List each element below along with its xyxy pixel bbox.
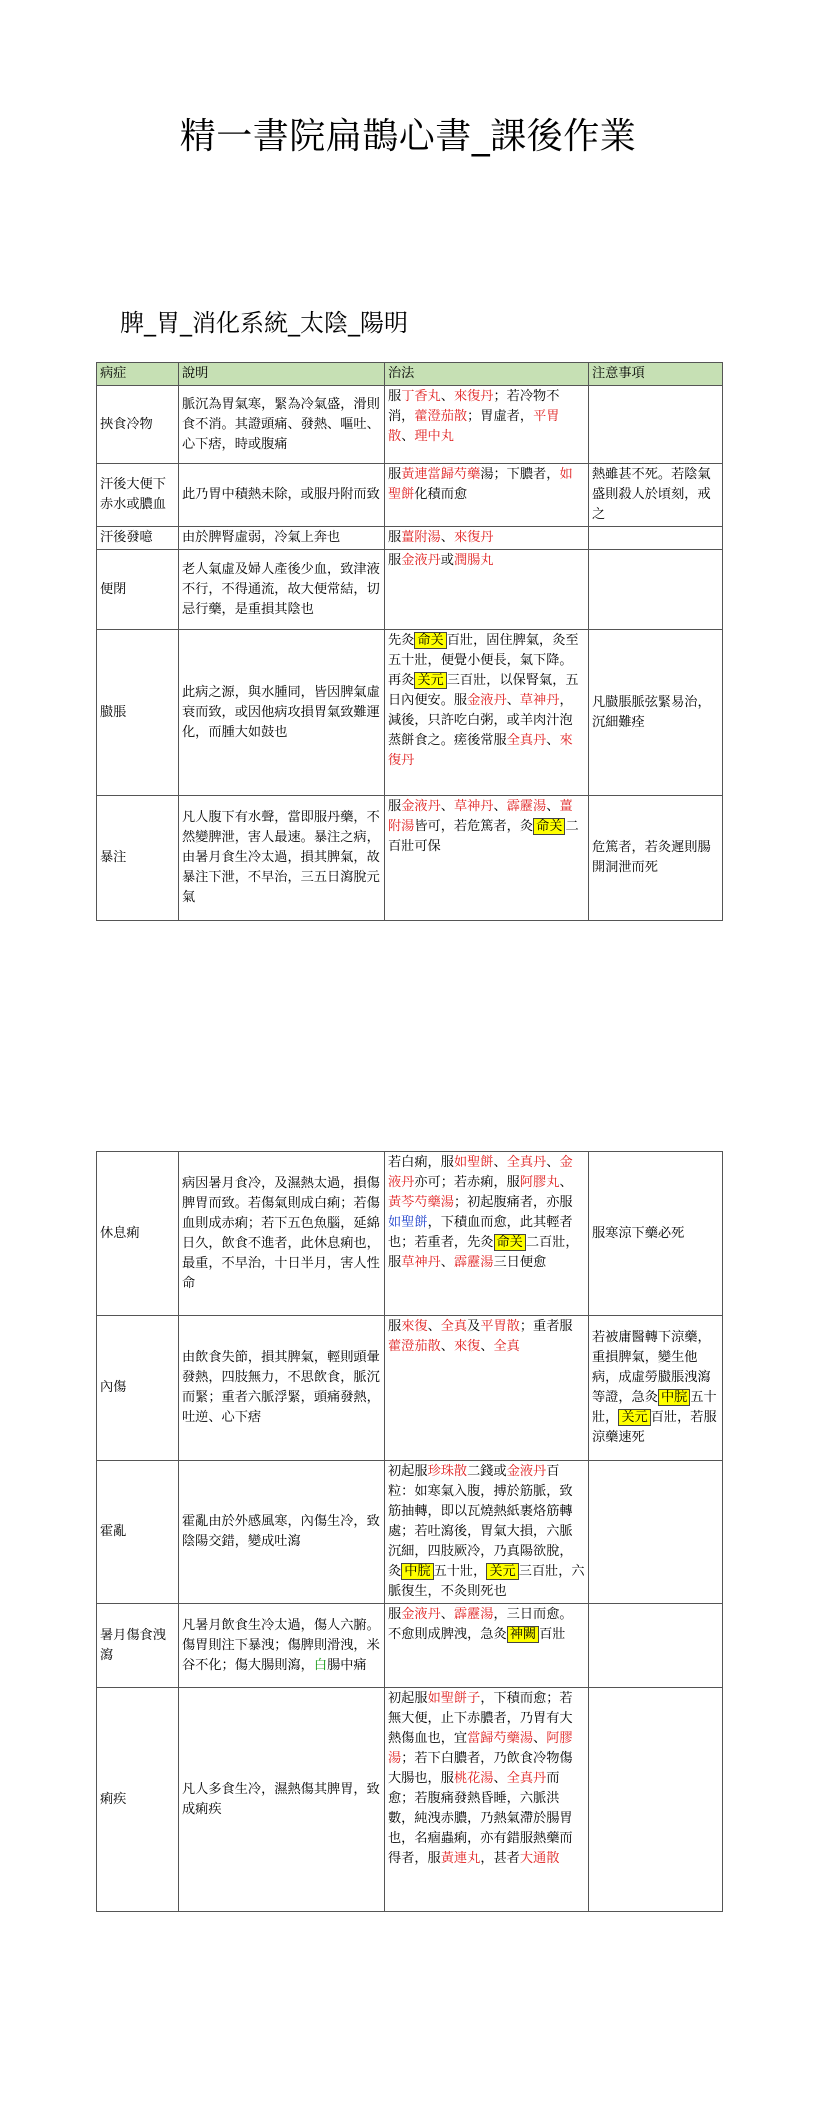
treatment-text: ；若下白膿者，乃飲食冷物傷大腸也，服 <box>388 1751 573 1786</box>
treatment-text: 初起服 <box>388 1464 428 1479</box>
treatment-text: 皆可，若危篤者，灸 <box>414 819 534 834</box>
treatment-text: ，減後，只許吃白粥，或羊肉汁泡蒸餅食之。瘥後常服 <box>388 693 573 748</box>
remedy-name: 藿澄茄散 <box>388 1339 441 1354</box>
treatment-text: ，三日而愈。不愈則成脾洩，急灸 <box>388 1607 573 1642</box>
remedy-name: 全真丹 <box>506 1771 547 1786</box>
treatment-text: 百粒：如寒氣入腹，搏於筋脈，致筋抽轉，即以瓦燒熱紙裹烙筋轉處；若吐瀉後，胃氣大損，六脈沉細，四肢厥冷，乃真陽欲脫，灸 <box>388 1464 573 1579</box>
notes-cell: 凡臌脹脈弦緊易治，沉細難痊 <box>589 630 723 796</box>
remedy-name: 來復 <box>453 1339 481 1354</box>
treatment-text: 服 <box>388 1607 402 1622</box>
treatment-cell <box>385 1316 589 1461</box>
treatment-text: 三百壯，以保腎氣，五日內便安。服 <box>388 673 579 708</box>
treatment-text: 、 <box>440 1339 454 1354</box>
remedy-name: 霹靂湯 <box>453 1255 494 1270</box>
treatment-text: 先灸 <box>388 633 415 648</box>
table-row <box>97 1604 723 1688</box>
treatment-text: 亦可；若赤痢，服 <box>414 1175 520 1190</box>
disease-name: 內傷 <box>97 1316 179 1461</box>
description-cell: 病因暑月食冷，及濕熱太過，損傷脾胃而致。若傷氣則成白痢；若傷血則成赤痢；若下五色魚腦，延綿日久，飲食不進者，此休息痢也，最重，不早治，十日半月，害人性命 <box>179 1152 385 1316</box>
remedy-name: 當歸芍藥湯 <box>467 1731 534 1746</box>
remedy-name: 阿膠湯 <box>388 1731 573 1766</box>
remedy-name: 全真丹 <box>506 1155 547 1170</box>
treatment-text: ，甚者 <box>480 1851 520 1866</box>
remedy-table-part-1 <box>96 362 723 921</box>
disease-name: 霍亂 <box>97 1461 179 1604</box>
disease-name: 暴注 <box>97 796 179 921</box>
table-row <box>97 1688 723 1912</box>
remedy-name: 大通散 <box>519 1851 560 1866</box>
table-header-row <box>97 363 723 386</box>
treatment-cell <box>385 630 589 796</box>
treatment-text: ；胃虛者， <box>467 409 534 424</box>
notes-text: 若被庸醫轉下涼藥，重損脾氣，變生他病，成虛勞臌脹洩瀉等證，急灸 <box>592 1330 711 1405</box>
remedy-name: 霹靂湯 <box>506 799 547 814</box>
disease-name: 痢疾 <box>97 1688 179 1912</box>
treatment-cell <box>385 1688 589 1912</box>
header-disease: 病症 <box>97 363 179 386</box>
treatment-text: 、 <box>506 693 520 708</box>
remedy-name: 全真 <box>440 1319 468 1334</box>
treatment-text: 、 <box>546 733 560 748</box>
notes-cell <box>589 386 723 464</box>
treatment-text: ，下積而愈；若無大便，止下赤膿者，乃胃有大熱傷血也，宜 <box>388 1691 573 1746</box>
disease-name: 挾食冷物 <box>97 386 179 464</box>
remedy-name: 來復 <box>401 1319 428 1334</box>
remedy-name: 金液丹 <box>401 799 441 814</box>
treatment-text: 、 <box>440 1255 454 1270</box>
remedy-name: 薑附湯 <box>401 530 441 545</box>
remedy-table-part-2 <box>96 1151 723 1912</box>
treatment-text: 三日便愈 <box>493 1255 547 1270</box>
treatment-text: 百壯 <box>539 1627 566 1642</box>
remedy-name: 藿澄茄散 <box>414 409 468 424</box>
description-cell: 此乃胃中積熱未除，或服丹附而致 <box>179 464 385 527</box>
table-row <box>97 796 723 921</box>
acupoint-highlight: 命关 <box>414 632 446 649</box>
description-cell: 霍亂由於外感風寒，內傷生冷，致陰陽交錯，變成吐瀉 <box>179 1461 385 1604</box>
treatment-cell <box>385 527 589 550</box>
treatment-text: 、 <box>401 429 415 444</box>
remedy-name: 霹靂湯 <box>453 1607 494 1622</box>
table-row <box>97 1461 723 1604</box>
remedy-name: 如聖餅 <box>388 1215 428 1230</box>
remedy-name: 來復丹 <box>388 733 573 768</box>
notes-cell: 危篤者，若灸遲則腸開洞泄而死 <box>589 796 723 921</box>
table-row <box>97 630 723 796</box>
notes-cell <box>589 1604 723 1688</box>
treatment-text: 二錢或 <box>467 1464 507 1479</box>
treatment-cell <box>385 464 589 527</box>
remedy-name: 來復丹 <box>453 530 494 545</box>
remedy-name: 丁香丸 <box>401 389 441 404</box>
notes-cell <box>589 1461 723 1604</box>
notes-cell <box>589 550 723 630</box>
treatment-text: ，下積血而愈，此其輕者也；若重者，先灸 <box>388 1215 573 1250</box>
acupoint-highlight: 中脘 <box>401 1563 433 1580</box>
disease-name: 汗後發噫 <box>97 527 179 550</box>
treatment-text: 服 <box>388 530 402 545</box>
remedy-name: 草神丹 <box>453 799 494 814</box>
remedy-name: 草神丹 <box>519 693 560 708</box>
notes-cell <box>589 1316 723 1461</box>
table-row <box>97 550 723 630</box>
remedy-name: 金液丹 <box>467 693 507 708</box>
description-cell <box>179 1604 385 1688</box>
treatment-text: 、 <box>546 1155 560 1170</box>
remedy-name: 如聖餅 <box>453 1155 494 1170</box>
remedy-name: 平胃散 <box>480 1319 520 1334</box>
treatment-cell <box>385 1461 589 1604</box>
description-cell: 凡人腹下有水聲，當即服丹藥，不然變脾泄，害人最速。暴注之病，由暑月食生冷太過，損其脾氣，故暴注下泄，不早治，三五日瀉脫元氣 <box>179 796 385 921</box>
treatment-text: 、 <box>493 1771 507 1786</box>
acupoint-highlight: 关元 <box>486 1563 518 1580</box>
treatment-text: 、 <box>559 1175 573 1190</box>
disease-name: 暑月傷食洩瀉 <box>97 1604 179 1688</box>
treatment-text: 二百壯，服 <box>388 1235 579 1270</box>
remedy-name: 金液丹 <box>506 1464 547 1479</box>
treatment-text: ；初起腹痛者，亦服 <box>453 1195 573 1210</box>
treatment-text: 、 <box>480 1339 494 1354</box>
remedy-name: 金液丹 <box>401 553 441 568</box>
description-text: 腸中痛 <box>327 1657 367 1673</box>
treatment-text: 初起服 <box>388 1691 428 1706</box>
treatment-text: 三百壯，六脈復生，不灸則死也 <box>388 1564 585 1599</box>
treatment-text: 二百壯可保 <box>388 819 579 854</box>
treatment-text: 服 <box>388 1319 402 1334</box>
treatment-text: 及 <box>467 1319 481 1334</box>
table-row <box>97 464 723 527</box>
disease-name: 臌脹 <box>97 630 179 796</box>
treatment-text: 若白痢，服 <box>388 1155 454 1170</box>
table-row <box>97 386 723 464</box>
treatment-cell <box>385 1152 589 1316</box>
treatment-text: 服 <box>388 799 402 814</box>
remedy-name: 珍珠散 <box>427 1464 468 1479</box>
treatment-text: 服 <box>388 553 402 568</box>
treatment-text: ；重者服 <box>519 1319 573 1334</box>
treatment-cell <box>385 796 589 921</box>
description-cell: 由於脾腎虛弱，冷氣上奔也 <box>179 527 385 550</box>
remedy-name: 理中丸 <box>414 429 454 444</box>
acupoint-highlight: 关元 <box>618 1409 650 1426</box>
notes-cell <box>589 527 723 550</box>
remedy-name: 白 <box>313 1657 328 1673</box>
acupoint-highlight: 命关 <box>533 818 565 835</box>
treatment-text: 化積而愈 <box>414 487 468 502</box>
treatment-text: 、 <box>440 530 454 545</box>
treatment-cell <box>385 386 589 464</box>
treatment-text: 、 <box>493 799 507 814</box>
treatment-text: 湯；下膿者， <box>480 467 560 482</box>
remedy-name: 平胃散 <box>388 409 560 444</box>
description-cell: 老人氣虛及婦人產後少血，致津液不行，不得通流，故大便常結，切忌行藥，是重損其陰也 <box>179 550 385 630</box>
notes-cell <box>589 1688 723 1912</box>
description-cell: 由飲食失節，損其脾氣，輕則頭暈發熱，四肢無力，不思飲食，脈沉而緊；重者六脈浮緊，頭痛發熱，吐逆、心下痞 <box>179 1316 385 1461</box>
treatment-text: 百壯，固住脾氣，灸至五十壯，便覺小便長，氣下降。再灸 <box>388 633 579 688</box>
table-row <box>97 527 723 550</box>
remedy-name: 黃連當歸芍藥 <box>401 467 481 482</box>
remedy-name: 黃芩芍藥湯 <box>388 1195 454 1210</box>
treatment-text: 或 <box>440 553 454 568</box>
remedy-name: 金液丹 <box>388 1155 573 1190</box>
treatment-text: 、 <box>427 1319 441 1334</box>
remedy-name: 草神丹 <box>401 1255 441 1270</box>
treatment-cell <box>385 1604 589 1688</box>
acupoint-highlight: 命关 <box>494 1234 526 1251</box>
remedy-name: 如聖餅子 <box>427 1691 481 1706</box>
remedy-name: 如聖餅 <box>388 467 573 502</box>
section-subtitle: 脾_胃_消化系統_太陰_陽明 <box>120 309 408 337</box>
treatment-text: 服 <box>388 389 402 404</box>
remedy-name: 全真 <box>493 1339 520 1354</box>
disease-name: 汗後大便下赤水或膿血 <box>97 464 179 527</box>
treatment-text: 、 <box>533 1731 547 1746</box>
notes-cell: 服寒涼下藥必死 <box>589 1152 723 1316</box>
acupoint-highlight: 关元 <box>414 672 446 689</box>
header-notes: 注意事項 <box>589 363 723 386</box>
table-row <box>97 1316 723 1461</box>
treatment-text: 、 <box>493 1155 507 1170</box>
remedy-name: 阿膠丸 <box>519 1175 560 1190</box>
remedy-name: 潤腸丸 <box>453 553 494 568</box>
description-cell: 凡人多食生冷，濕熱傷其脾胃，致成痢疾 <box>179 1688 385 1912</box>
acupoint-highlight: 神闕 <box>507 1626 539 1643</box>
notes-text: 百壯，若服涼藥速死 <box>592 1410 717 1445</box>
description-cell: 脈沉為胃氣寒，緊為冷氣盛，滑則食不消。其證頭痛、發熱、嘔吐、心下痞，時或腹痛 <box>179 386 385 464</box>
treatment-text: 、 <box>440 1607 454 1622</box>
disease-name: 便閉 <box>97 550 179 630</box>
remedy-name: 全真丹 <box>506 733 547 748</box>
header-treatment: 治法 <box>385 363 589 386</box>
remedy-name: 黃連丸 <box>440 1851 481 1866</box>
remedy-name: 桃花湯 <box>453 1771 494 1786</box>
treatment-text: 、 <box>546 799 560 814</box>
disease-name: 休息痢 <box>97 1152 179 1316</box>
remedy-name: 薑附湯 <box>388 799 573 834</box>
notes-cell: 熱雖甚不死。若陰氣盛則殺人於頃刻，戒之 <box>589 464 723 527</box>
remedy-name: 金液丹 <box>401 1607 441 1622</box>
treatment-cell <box>385 550 589 630</box>
header-description: 說明 <box>179 363 385 386</box>
treatment-text: 、 <box>440 799 454 814</box>
treatment-text: 、 <box>440 389 454 404</box>
treatment-text: 而愈；若腹痛發熱昏睡，六脈洪數，純洩赤膿，乃熱氣滯於腸胃也，名痼蟲痢，亦有錯服熱藥而得者，服 <box>388 1771 573 1866</box>
remedy-name: 來復丹 <box>453 389 494 404</box>
notes-text: 五十壯， <box>592 1390 717 1425</box>
acupoint-highlight: 中脘 <box>658 1389 690 1406</box>
table-row <box>97 1152 723 1316</box>
treatment-text: 服 <box>388 467 402 482</box>
treatment-text: ；若冷物不消， <box>388 389 560 424</box>
page-title: 精一書院扁鵲心書_課後作業 <box>179 116 637 157</box>
treatment-text: 五十壯， <box>433 1564 487 1579</box>
description-cell: 此病之源，與水腫同，皆因脾氣虛衰而致，或因他病攻損胃氣致難運化，而腫大如鼓也 <box>179 630 385 796</box>
description-text: 凡暑月飲食生冷太過，傷人六腑。傷胃則注下暴洩；傷脾則滑洩，米谷不化；傷大腸則瀉， <box>182 1617 380 1673</box>
